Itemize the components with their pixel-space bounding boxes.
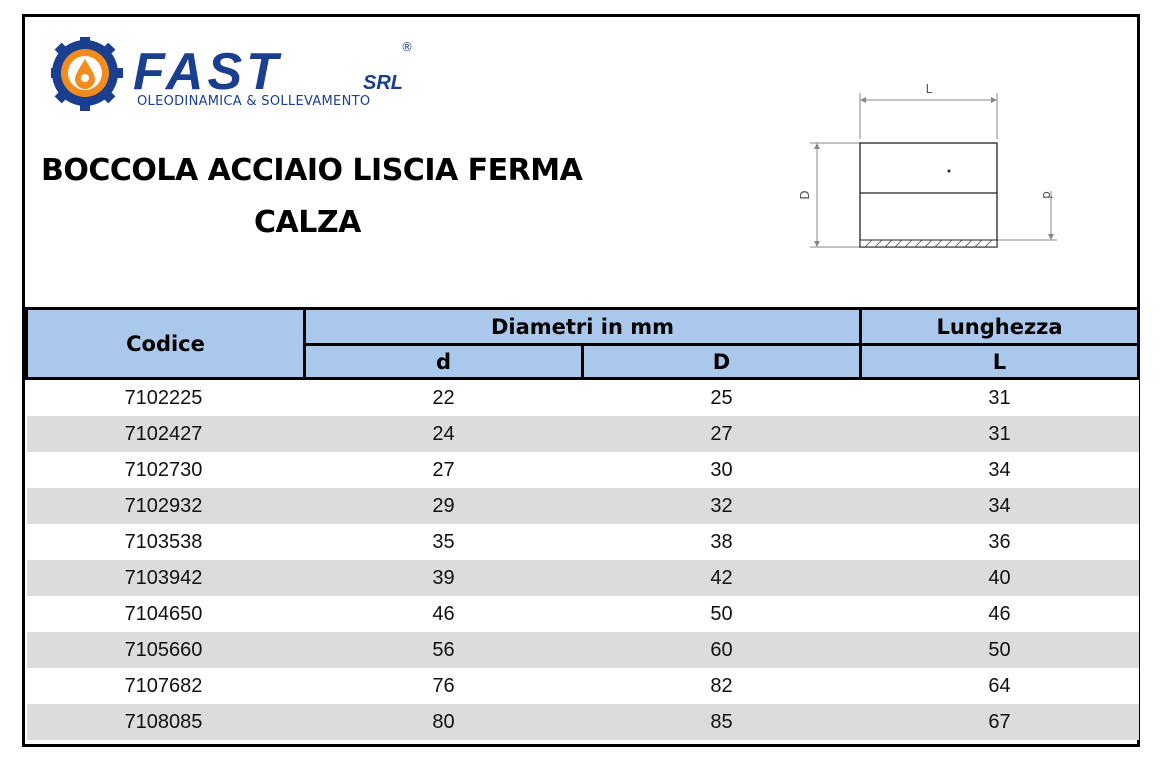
table-row: [27, 596, 1139, 632]
cell-d: 56: [305, 632, 583, 668]
table-row: [27, 632, 1139, 668]
cell-big-d: 27: [583, 416, 861, 452]
cell-big-d: 50: [583, 596, 861, 632]
dimension-label-big-d: D: [798, 190, 812, 200]
cell-big-d: 42: [583, 560, 861, 596]
cell-big-d: 25: [583, 379, 861, 417]
cell-d: 27: [305, 452, 583, 488]
header-big-d: D: [583, 345, 861, 379]
cell-l: 34: [861, 488, 1139, 524]
dimensions-table: [25, 307, 1140, 740]
cell-d: 29: [305, 488, 583, 524]
cell-d: 76: [305, 668, 583, 704]
cell-big-d: 32: [583, 488, 861, 524]
cell-big-d: 85: [583, 704, 861, 740]
brand-tagline: OLEODINAMICA & SOLLEVAMENTO: [137, 94, 371, 109]
catalog-sheet: [22, 14, 1140, 747]
brand-logo: [51, 37, 431, 117]
cell-codice: 7103942: [27, 560, 305, 596]
product-title-line1: BOCCOLA ACCIAIO LISCIA FERMA: [41, 153, 583, 188]
cell-big-d: 30: [583, 452, 861, 488]
cell-d: 24: [305, 416, 583, 452]
cell-codice: 7102225: [27, 379, 305, 417]
cell-big-d: 82: [583, 668, 861, 704]
cell-l: 50: [861, 632, 1139, 668]
bushing-technical-drawing: [795, 79, 1085, 259]
table-body: [27, 379, 1139, 741]
cell-codice: 7102932: [27, 488, 305, 524]
table-row: [27, 524, 1139, 560]
cell-big-d: 60: [583, 632, 861, 668]
svg-text:SRL: SRL: [363, 72, 403, 94]
cell-l: 36: [861, 524, 1139, 560]
cell-l: 34: [861, 452, 1139, 488]
table-row: [27, 452, 1139, 488]
cell-l: 31: [861, 416, 1139, 452]
table-row: [27, 379, 1139, 417]
dimension-label-l: L: [925, 82, 933, 96]
cell-codice: 7102427: [27, 416, 305, 452]
table-row: [27, 704, 1139, 740]
cell-d: 46: [305, 596, 583, 632]
product-title-line2: CALZA: [254, 205, 361, 240]
table-row: [27, 488, 1139, 524]
cell-l: 31: [861, 379, 1139, 417]
svg-text:®: ®: [401, 40, 413, 54]
cell-l: 67: [861, 704, 1139, 740]
svg-text:FAST: FAST: [133, 43, 282, 101]
cell-codice: 7108085: [27, 704, 305, 740]
cell-l: 64: [861, 668, 1139, 704]
cell-codice: 7107682: [27, 668, 305, 704]
dimension-label-small-d: d: [1040, 191, 1054, 199]
header-diametri: Diametri in mm: [305, 309, 861, 345]
table-row: [27, 560, 1139, 596]
header-codice: Codice: [27, 309, 305, 379]
header-l: L: [861, 345, 1139, 379]
header-lunghezza: Lunghezza: [861, 309, 1139, 345]
cell-big-d: 38: [583, 524, 861, 560]
table-row: [27, 668, 1139, 704]
cell-l: 40: [861, 560, 1139, 596]
cell-l: 46: [861, 596, 1139, 632]
cell-codice: 7105660: [27, 632, 305, 668]
sheet-header: [25, 17, 1137, 307]
cell-codice: 7102730: [27, 452, 305, 488]
cell-d: 35: [305, 524, 583, 560]
header-d: d: [305, 345, 583, 379]
cell-codice: 7104650: [27, 596, 305, 632]
cell-d: 22: [305, 379, 583, 417]
table-row: [27, 416, 1139, 452]
cell-codice: 7103538: [27, 524, 305, 560]
cell-d: 39: [305, 560, 583, 596]
cell-d: 80: [305, 704, 583, 740]
